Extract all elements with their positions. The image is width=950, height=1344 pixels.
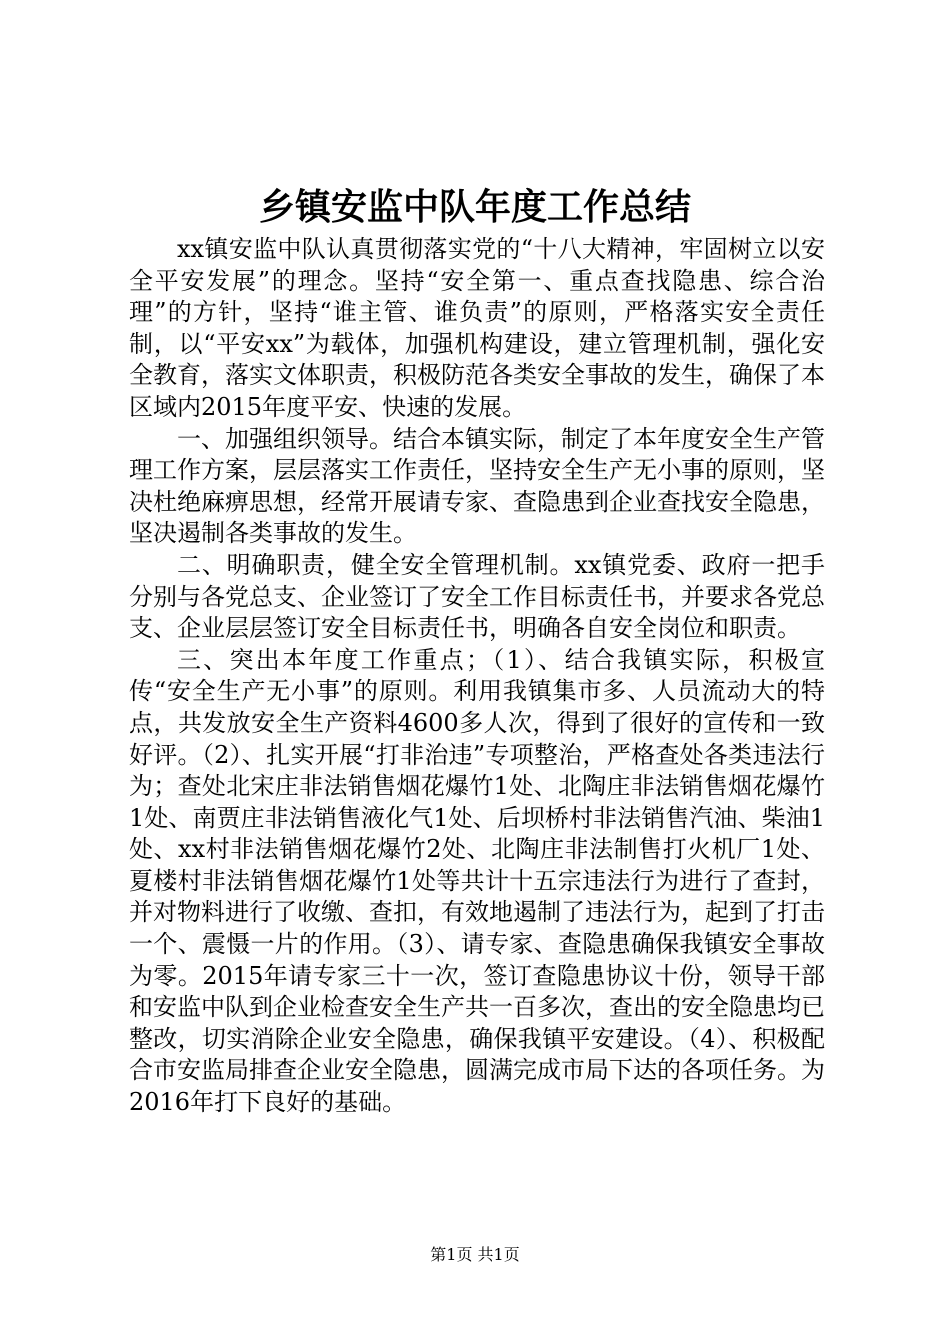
paragraph-section-3: 三、突出本年度工作重点；（1）、结合我镇实际，积极宣传“安全生产无小事”的原则。利用我镇集市多、人员流动大的特点，共发放安全生产资料4600多人次，得到了很好的宣传和一致好评。（2）、扎实开展“打非治违”专项整治，严格查处各类违法行为；查处北宋庄非法销售烟花爆竹1处、北陶庄非法销售烟花爆竹1处、南贾庄非法销售液化气1处、后坝桥村非法销售汽油、柴油1处、xx村非法销售烟花爆竹2处、北陶庄非法制售打火机厂1处、夏楼村非法销售烟花爆竹1处等共计十五宗违法行为进行了查封，并对物料进行了收缴、查扣，有效地遏制了违法行为，起到了打击一个、震慑一片的作用。（3）、请专家、查隐患确保我镇安全事故为零。2015年请专家三十一次，签订查隐患协议十份，领导干部和安监中队到企业检查安全生产共一百多次，查出的安全隐患均已整改，切实消除企业安全隐患，确保我镇平安建设。（4）、积极配合市安监局排查企业安全隐患，圆满完成市局下达的各项任务。为2016年打下良好的基础。 [129, 645, 825, 1117]
document-body [129, 234, 825, 1119]
paragraph-section-2: 二、明确职责，健全安全管理机制。xx镇党委、政府一把手分别与各党总支、企业签订了安全工作目标责任书，并要求各党总支、企业层层签订安全目标责任书，明确各自安全岗位和职责。 [129, 550, 825, 643]
document-title: 乡镇安监中队年度工作总结 [258, 187, 691, 228]
paragraph-intro: xx镇安监中队认真贯彻落实党的“十八大精神，牢固树立以安全平安发展”的理念。坚持“安全第一、重点查找隐患、综合治理”的方针，坚持“谁主管、谁负责”的原则，严格落实安全责任制，以“平安xx”为载体，加强机构建设，建立管理机制，强化安全教育，落实文体职责，积极防范各类安全事故的发生，确保了本区域内2015年度平安、快速的发展。 [129, 235, 825, 421]
paragraph-section-1: 一、加强组织领导。结合本镇实际，制定了本年度安全生产管理工作方案，层层落实工作责任，坚持安全生产无小事的原则，坚决杜绝麻痹思想，经常开展请专家、查隐患到企业查找安全隐患，坚决遏制各类事故的发生。 [129, 424, 825, 548]
page-footer: 第1页 共1页 [430, 1245, 520, 1264]
